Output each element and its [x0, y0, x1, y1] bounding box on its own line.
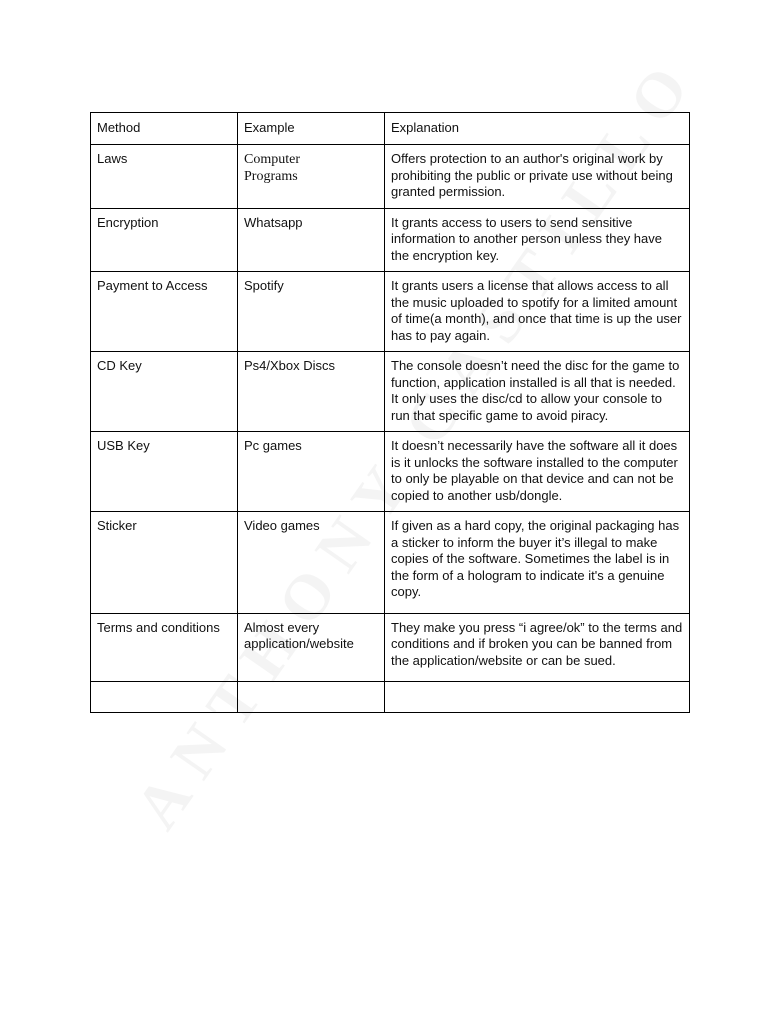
cell-explanation: The console doesn’t need the disc for the game to function, application installed is all that is needed. It only uses the disc/cd to allow your console to run that specific game to avoid piracy.	[385, 352, 690, 432]
cell-example: Spotify	[238, 272, 385, 352]
table-row	[91, 512, 690, 614]
header-explanation: Explanation	[385, 113, 690, 145]
cell-explanation: They make you press “i agree/ok” to the terms and conditions and if broken you can be banned from the application/website or can be sued.	[385, 613, 690, 682]
cell-example: Video games	[238, 512, 385, 614]
table-header-row	[91, 113, 690, 145]
cell-method: Terms and conditions	[91, 613, 238, 682]
cell-method: USB Key	[91, 432, 238, 512]
table-row	[91, 208, 690, 272]
methods-table	[90, 112, 690, 713]
cell-example-text: Computer Programs	[244, 152, 300, 184]
cell-method	[91, 682, 238, 713]
cell-method: Encryption	[91, 208, 238, 272]
cell-explanation: It grants users a license that allows access to all the music uploaded to spotify for a limited amount of time(a month), and once that time is up the user has to pay again.	[385, 272, 690, 352]
table-row	[91, 352, 690, 432]
cell-example: Whatsapp	[238, 208, 385, 272]
cell-explanation: It grants access to users to send sensitive information to another person unless they have the encryption key.	[385, 208, 690, 272]
cell-explanation	[385, 682, 690, 713]
cell-example	[238, 682, 385, 713]
cell-method: CD Key	[91, 352, 238, 432]
table-row-empty	[91, 682, 690, 713]
table-row	[91, 145, 690, 209]
cell-method: Payment to Access	[91, 272, 238, 352]
cell-method: Laws	[91, 145, 238, 209]
cell-example: Ps4/Xbox Discs	[238, 352, 385, 432]
header-example: Example	[238, 113, 385, 145]
header-method: Method	[91, 113, 238, 145]
cell-method: Sticker	[91, 512, 238, 614]
cell-example: Almost every application/website	[238, 613, 385, 682]
cell-example: Pc games	[238, 432, 385, 512]
table-row	[91, 272, 690, 352]
cell-example	[238, 145, 385, 209]
table-row	[91, 432, 690, 512]
cell-explanation: If given as a hard copy, the original packaging has a sticker to inform the buyer it’s illegal to make copies of the software. Sometimes the label is in the form of a hologram to indicate it's a genuine copy.	[385, 512, 690, 614]
cell-explanation: Offers protection to an author's original work by prohibiting the public or private use without being granted permission.	[385, 145, 690, 209]
table-row	[91, 613, 690, 682]
cell-explanation: It doesn’t necessarily have the software all it does is it unlocks the software installed to the computer to only be playable on that device and can not be copied to another usb/dongle.	[385, 432, 690, 512]
